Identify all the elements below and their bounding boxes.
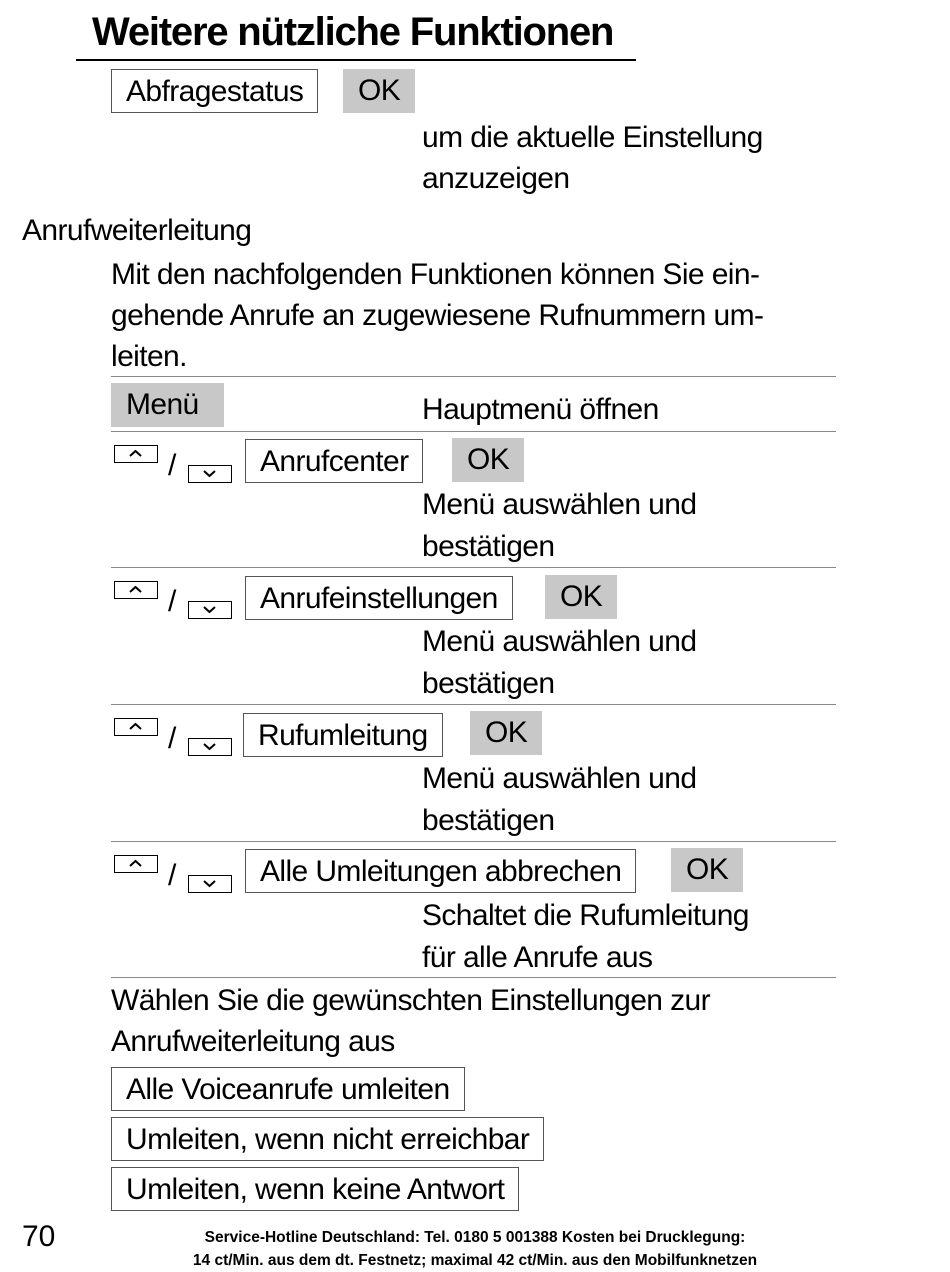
step-description-line-2: bestätigen bbox=[422, 667, 555, 700]
settings-intro-line-1: Wählen Sie die gewünschten Einstellungen zur bbox=[111, 984, 710, 1017]
ok-key[interactable]: OK bbox=[470, 711, 542, 755]
hotline-line-1: Service-Hotline Deutschland: Tel. 0180 5 001388 Kosten bei Drucklegung: bbox=[204, 1229, 746, 1246]
arrow-up-key-icon[interactable] bbox=[114, 581, 158, 599]
slash-separator: / bbox=[168, 585, 177, 618]
intro-line-3: leiten. bbox=[111, 340, 187, 373]
slash-separator: / bbox=[168, 859, 177, 892]
option-rufumleitung[interactable]: Rufumleitung bbox=[243, 713, 443, 757]
title-underline bbox=[76, 59, 636, 61]
option-anrufeinstellungen[interactable]: Anrufeinstellungen bbox=[245, 576, 513, 620]
arrow-down-key-icon[interactable] bbox=[188, 601, 232, 619]
intro-line-1: Mit den nachfolgenden Funktionen können Sie ein- bbox=[111, 258, 760, 291]
page-title: Weitere nützliche Funktionen bbox=[92, 10, 614, 54]
slash-separator: / bbox=[168, 449, 177, 482]
step-description-line-2: bestätigen bbox=[422, 530, 555, 563]
option-umleiten-keine-antwort[interactable]: Umleiten, wenn keine Antwort bbox=[111, 1167, 519, 1211]
option-umleiten-nicht-erreichbar[interactable]: Umleiten, wenn nicht erreichbar bbox=[111, 1117, 544, 1161]
option-alle-umleitungen-abbrechen[interactable]: Alle Umleitungen abbrechen bbox=[245, 849, 636, 893]
divider bbox=[111, 376, 836, 377]
intro-line-2: gehende Anrufe an zugewiesene Rufnummern um- bbox=[111, 299, 764, 332]
arrow-down-key-icon[interactable] bbox=[188, 875, 232, 893]
step-description-line-1: Menü auswählen und bbox=[422, 488, 697, 521]
ok-key[interactable]: OK bbox=[343, 69, 415, 113]
menu-description: Hauptmenü öffnen bbox=[422, 393, 659, 426]
step-description-line-2: bestätigen bbox=[422, 804, 555, 837]
ok-key[interactable]: OK bbox=[545, 575, 617, 619]
status-description-line-1: um die aktuelle Einstellung bbox=[422, 121, 763, 154]
arrow-down-key-icon[interactable] bbox=[188, 738, 232, 756]
arrow-up-key-icon[interactable] bbox=[114, 855, 158, 873]
slash-separator: / bbox=[168, 722, 177, 755]
menu-key[interactable]: Menü bbox=[111, 383, 224, 427]
option-abfragestatus[interactable]: Abfragestatus bbox=[111, 69, 318, 113]
arrow-up-key-icon[interactable] bbox=[114, 718, 158, 736]
divider bbox=[111, 977, 836, 978]
option-alle-voiceanrufe-umleiten[interactable]: Alle Voiceanrufe umleiten bbox=[111, 1067, 465, 1111]
step-description-line-1: Menü auswählen und bbox=[422, 625, 697, 658]
hotline-line-2: 14 ct/Min. aus dem dt. Festnetz; maximal 42 ct/Min. aus den Mobilfunknetzen bbox=[192, 1252, 758, 1269]
status-description-line-2: anzuzeigen bbox=[422, 162, 570, 195]
step-description-line-1: Schaltet die Rufumleitung bbox=[422, 899, 749, 932]
divider bbox=[111, 841, 836, 842]
section-heading: Anrufweiterleitung bbox=[22, 214, 252, 247]
settings-intro-line-2: Anrufweiterleitung aus bbox=[111, 1025, 395, 1058]
ok-key[interactable]: OK bbox=[671, 848, 743, 892]
arrow-up-key-icon[interactable] bbox=[114, 445, 158, 463]
divider bbox=[111, 704, 836, 705]
page-number: 70 bbox=[22, 1220, 56, 1253]
step-description-line-1: Menü auswählen und bbox=[422, 762, 697, 795]
option-anrufcenter[interactable]: Anrufcenter bbox=[245, 439, 423, 483]
divider bbox=[111, 567, 836, 568]
ok-key[interactable]: OK bbox=[452, 438, 524, 482]
divider bbox=[111, 431, 836, 432]
step-description-line-2: für alle Anrufe aus bbox=[422, 941, 653, 974]
arrow-down-key-icon[interactable] bbox=[188, 465, 232, 483]
